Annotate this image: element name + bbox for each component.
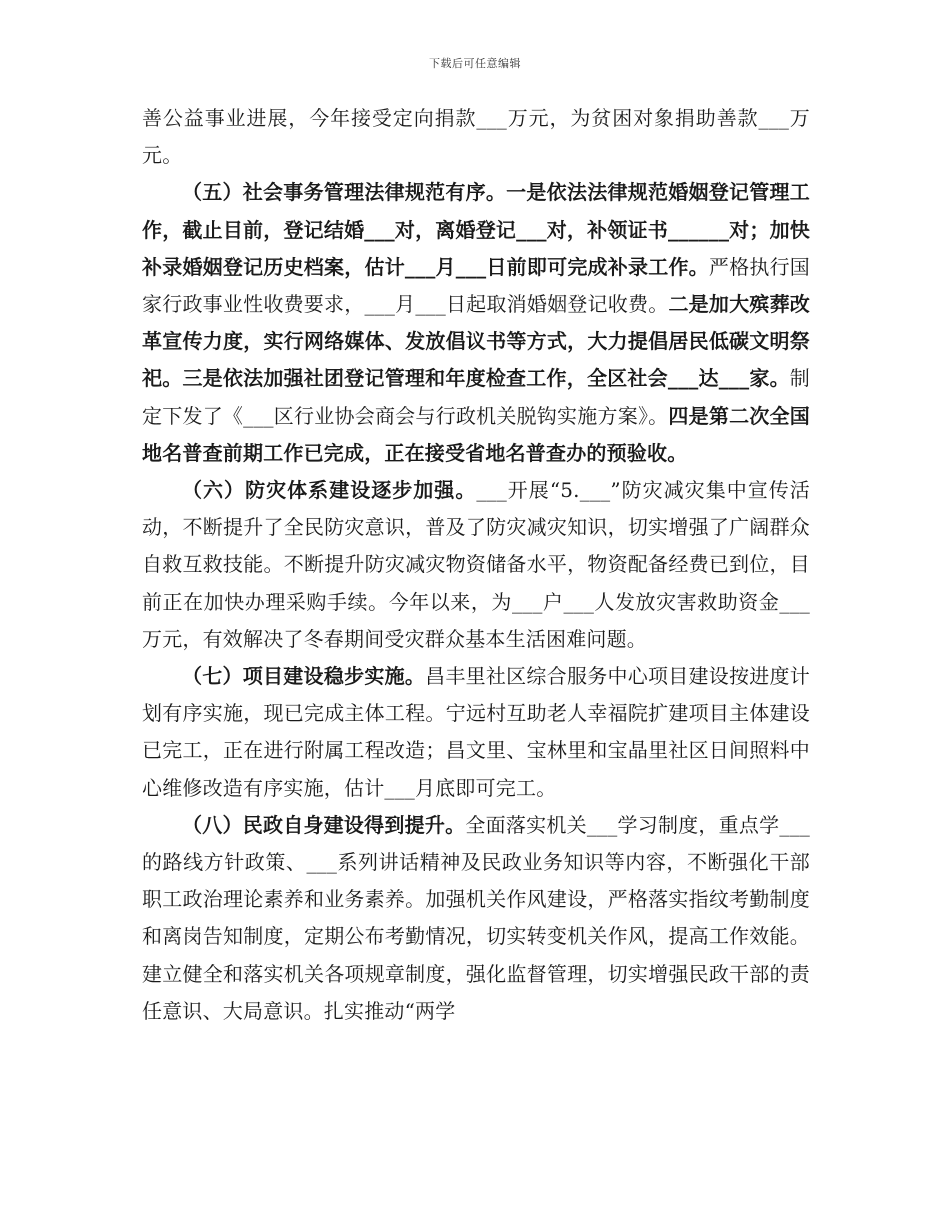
bold-text-run: 二是加大殡葬改革宣传力度，实行网络媒体、发放倡议书等方式，大力提倡居民低碳文明祭祀。三是依法加强社团登记管理和年度检查工作，全区社会___达___家。 (142, 292, 810, 391)
paragraph-section-6 (142, 472, 810, 658)
section-heading: （六）防灾体系建设逐步加强。 (182, 478, 477, 503)
text-run: 善公益事业进展，今年接受定向捐款___万元，为贫困对象捐助善款___万元。 (142, 106, 810, 168)
section-heading: （八）民政自身建设得到提升。 (182, 812, 466, 837)
text-run: 严格执行国家行政事业性收费要求，___月___日起取消婚姻登记收费。 (142, 254, 811, 317)
paragraph-section-5 (142, 174, 810, 472)
bold-text-run: 四是第二次全国地名普查前期工作已完成，正在接受省地名普查办的预验收。 (142, 403, 810, 465)
paragraph-section-8 (142, 807, 810, 1030)
bold-text-run: （五）社会事务管理法律规范有序。一是依法法律规范婚姻登记管理工作，截止目前，登记结婚___对，离婚登记___对，补领证书______对；加快补录婚姻登记历史档案，估计___月___日前即可完成补录工作。 (142, 180, 810, 279)
text-run: 全面落实机关___学习制度，重点学___的路线方针政策、___系列讲话精神及民政业务知识等内容，不断强化干部职工政治理论素养和业务素养。加强机关作风建设，严格落实指纹考勤制度和离岗告知制度，定期公布考勤情况，切实转变机关作风，提高工作效能。建立健全和落实机关各项规章制度，强化监督管理，切实增强民政干部的责任意识、大局意识。扎实推动“两学 (142, 812, 810, 1023)
document-body (142, 100, 810, 1030)
paragraph-1 (142, 100, 810, 174)
paragraph-section-7 (142, 658, 810, 807)
text-run: ___开展“5.___”防灾减灾集中宣传活动，不断提升了全民防灾意识，普及了防灾减灾知识，切实增强了广阔群众自救互救技能。不断提升防灾减灾物资储备水平，物资配备经费已到位，目前正在加快办理采购手续。今年以来，为___户___人发放灾害救助资金___万元，有效解决了冬春期间受灾群众基本生活困难问题。 (142, 478, 810, 651)
section-heading: （七）项目建设稳步实施。 (182, 664, 426, 689)
text-run: 昌丰里社区综合服务中心项目建设按进度计划有序实施，现已完成主体工程。宁远村互助老人幸福院扩建项目主体建设已完工，正在进行附属工程改造；昌文里、宝林里和宝晶里社区日间照料中心维修改造有序实施，估计___月底即可完工。 (142, 664, 810, 800)
text-run: 制定下发了《___区行业协会商会与行政机关脱钩实施方案》。 (142, 366, 810, 428)
page-header: 下载后可任意编辑 (429, 57, 521, 70)
